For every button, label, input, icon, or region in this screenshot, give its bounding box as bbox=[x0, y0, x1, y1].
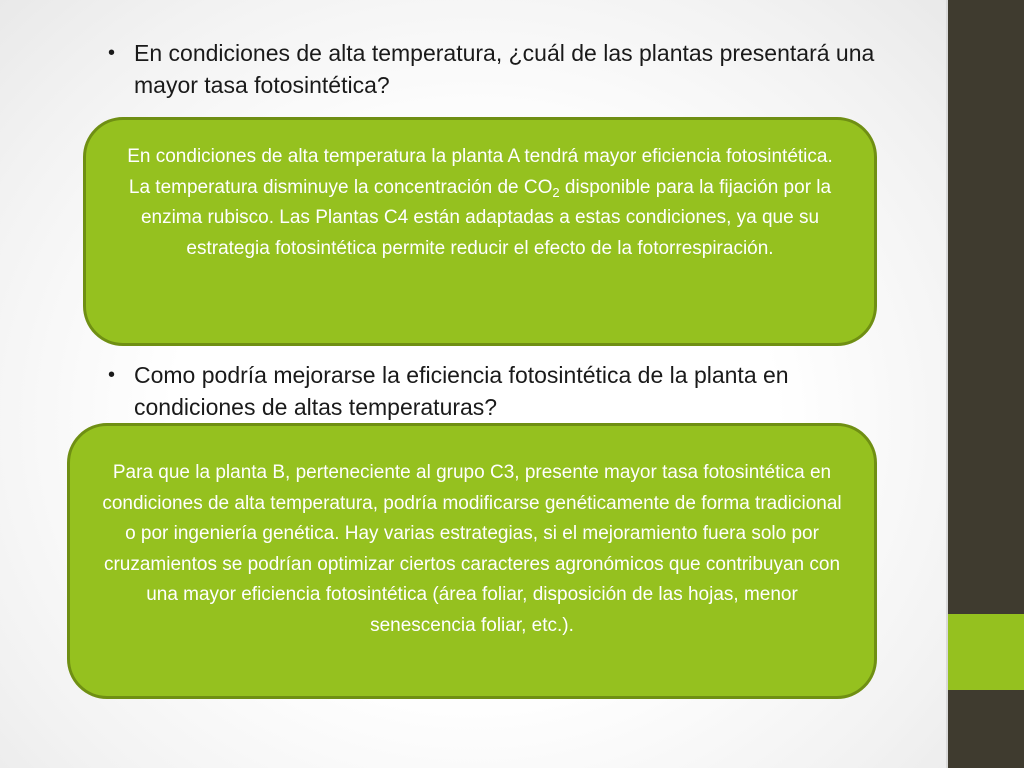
answer-2-text: Para que la planta B, perteneciente al grupo C3, presente mayor tasa fotosintética en condiciones de alta temperatura, podría modificarse genéticamente de forma tradicional o por ingeniería genética. Hay varias estrategias, si el mejoramiento fuera solo por cruzamientos se podrían optimizar ciertos caracteres agronómicos que contribuyan con una mayor eficiencia fotosintética (área foliar, disposición de las hojas, menor senescencia foliar, etc.). bbox=[102, 462, 842, 636]
answer-1-text: En condiciones de alta temperatura la planta A tendrá mayor eficiencia fotosintética. La temperatura disminuye la concentración de $CO_2$ disponible para la fijación por la enzima rubisco. Las Plantas C4 están adaptadas a estas condiciones, ya que su estrategia fotosintética permite reducir el efecto de la fotorrespiración. bbox=[127, 146, 833, 259]
side-accent-block bbox=[948, 614, 1024, 690]
question-2-text: Como podría mejorarse la eficiencia fotosintética de la planta en condiciones de altas temperaturas? bbox=[134, 362, 789, 420]
question-1 bbox=[108, 37, 908, 101]
co2-subscript: 2 bbox=[552, 184, 560, 200]
question-2 bbox=[108, 359, 908, 423]
answer-box-1 bbox=[83, 117, 877, 346]
bullet-icon: • bbox=[108, 42, 116, 64]
answer-box-2 bbox=[67, 423, 877, 699]
question-1-text: En condiciones de alta temperatura, ¿cuál de las plantas presentará una mayor tasa fotosintética? bbox=[134, 40, 875, 98]
bullet-icon: • bbox=[108, 364, 116, 386]
